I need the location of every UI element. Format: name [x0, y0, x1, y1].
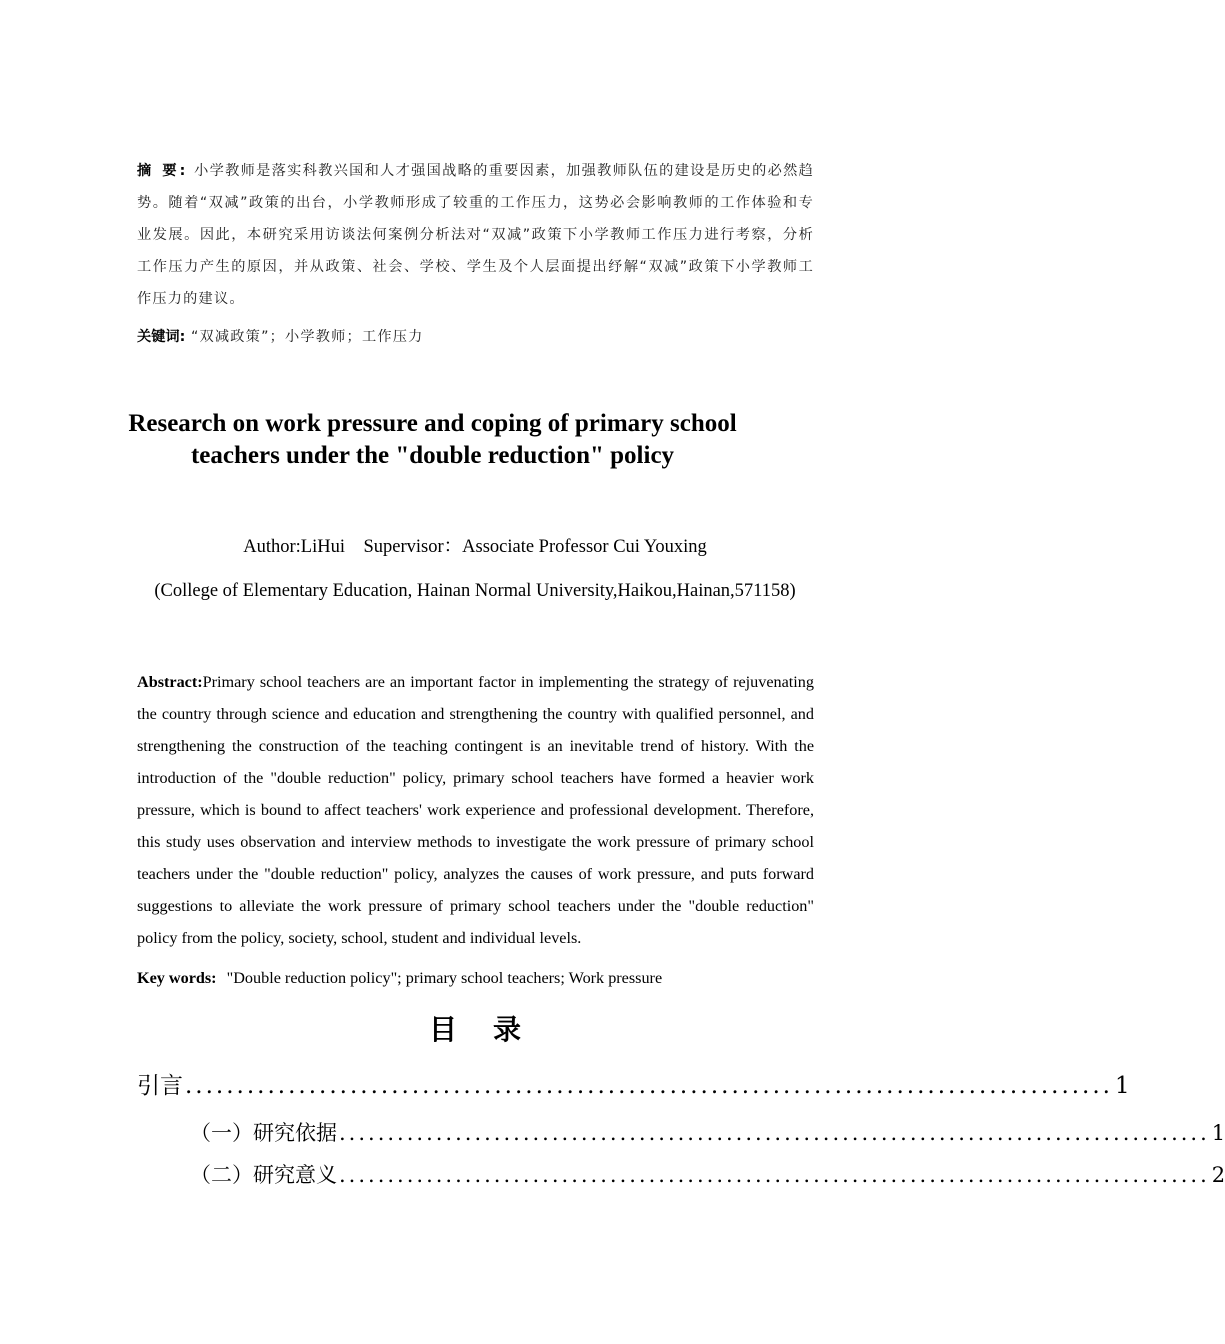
affiliation: (College of Elementary Education, Hainan Normal University,Haikou,Hainan,571158)	[154, 581, 796, 601]
toc-leader-dots: ..........................................................................................	[339, 1163, 1210, 1187]
toc-leader-dots: ..........................................................................................	[185, 1073, 1113, 1099]
toc-entry-research-basis[interactable]	[190, 1116, 1225, 1150]
toc-entry-page: 1	[1211, 1121, 1225, 1145]
english-abstract-label: Abstract:	[137, 673, 203, 691]
english-keywords-label: Key words:	[137, 969, 217, 987]
chinese-abstract-text: 小学教师是落实科教兴国和人才强国战略的重要因素，加强教师队伍的建设是历史的必然趋势。随着“双减”政策的出台，小学教师形成了较重的工作压力，这势必会影响教师的工作体验和专业发展。因此，本研究采用访谈法何案例分析法对“双减”政策下小学教师工作压力进行考察，分析工作压力产生的原因，并从政策、社会、学校、学生及个人层面提出纾解“双减”政策下小学教师工作压力的建议。	[137, 163, 814, 307]
english-abstract	[137, 666, 814, 954]
toc-heading: 目录	[428, 1013, 557, 1046]
toc-leader-dots: ..........................................................................................	[339, 1121, 1210, 1145]
chinese-keywords-text: “双减政策”；小学教师；工作压力	[190, 329, 424, 345]
toc-entry-page: 1	[1115, 1073, 1130, 1099]
toc-entry-page: 2	[1211, 1163, 1225, 1187]
english-title: Research on work pressure and coping of primary school teachers under the "double reduction" policy	[128, 410, 737, 469]
chinese-abstract	[137, 155, 814, 315]
author-line: Author:LiHui Supervisor：Associate Professor Cui Youxing	[243, 537, 707, 557]
chinese-abstract-label: 摘 要:	[137, 163, 189, 179]
english-keywords	[137, 964, 814, 992]
toc-entry-title: 引言	[137, 1073, 183, 1099]
english-keywords-text: "Double reduction policy"; primary school teachers; Work pressure	[226, 969, 663, 987]
toc-entry-title: （二）研究意义	[190, 1163, 337, 1187]
chinese-keywords-label: 关键词:	[137, 329, 186, 345]
toc-entry-title: （一）研究依据	[190, 1121, 337, 1145]
english-abstract-text: Primary school teachers are an important factor in implementing the strategy of rejuvenating the country through science and education and strengthening the country with qualified personnel, and strengthening the construction of the teaching contingent is an inevitable trend of history. With the introduction of the "double reduction" policy, primary school teachers have formed a heavier work pressure, which is bound to affect teachers' work experience and professional development. Therefore, this study uses observation and interview methods to investigate the work pressure of primary school teachers under the "double reduction" policy, analyzes the causes of work pressure, and puts forward suggestions to alleviate the work pressure of primary school teachers under the "double reduction" policy from the policy, society, school, student and individual levels.	[137, 673, 814, 947]
chinese-keywords	[137, 323, 814, 351]
toc-entry-introduction[interactable]	[137, 1068, 1130, 1104]
toc-entry-research-significance[interactable]	[190, 1158, 1225, 1192]
